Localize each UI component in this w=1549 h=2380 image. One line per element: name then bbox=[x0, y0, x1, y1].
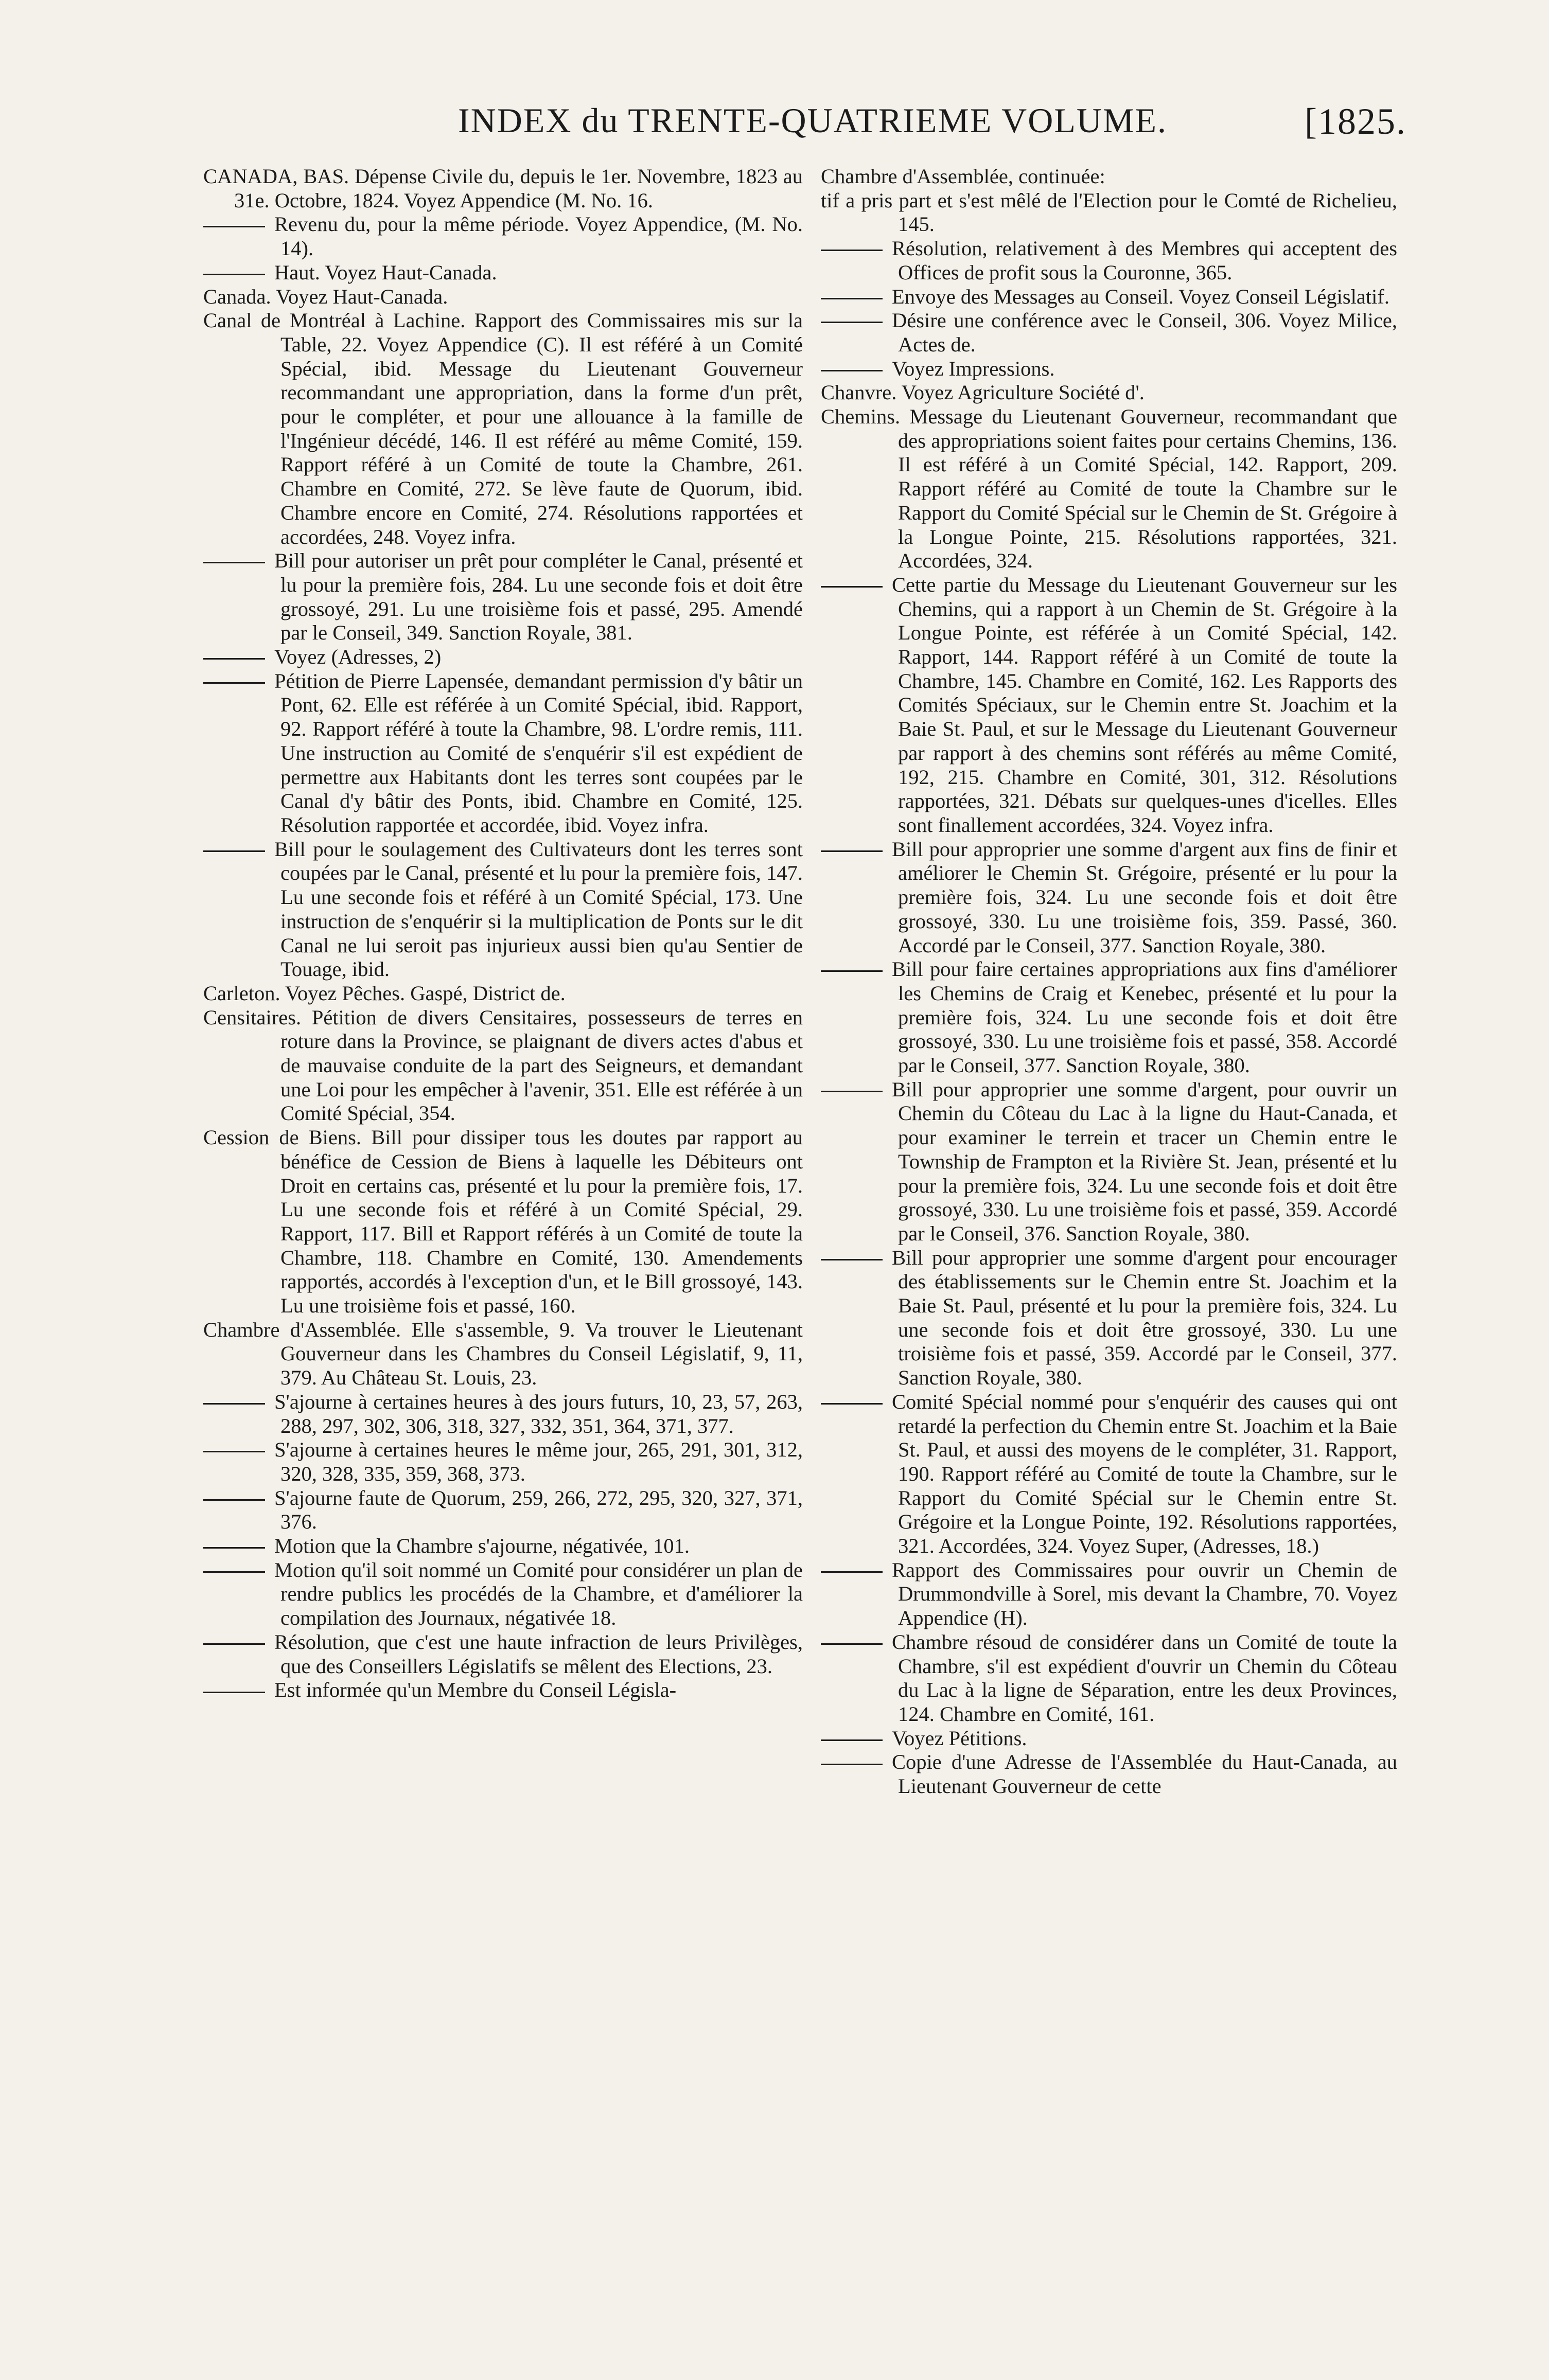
index-entry-desire-conference bbox=[821, 309, 1397, 357]
entry-text: Chambre d'Assemblée. Elle s'assemble, 9. Va trouver le Lieutenant Gouverneur dans les Chambres du Conseil Législatif, 9, 11, 379. Au Château St. Louis, 23. bbox=[203, 1318, 803, 1390]
index-entry-ajourne-meme bbox=[203, 1438, 803, 1486]
entry-text: Voyez (Adresses, 2) bbox=[274, 645, 442, 669]
em-dash-rule bbox=[203, 850, 265, 852]
index-entry-motion-ajourne bbox=[203, 1534, 803, 1558]
index-entry-ajourne-quorum bbox=[203, 1486, 803, 1534]
entry-text: Pétition de Pierre Lapensée, demandant permission d'y bâtir un Pont, 62. Elle est référée à un Comité Spécial, ibid. Rapport, 92. Rapport référé à toute la Chambre, 98. L'ordre remis, 111. Une instruction au Comité de s'enquérir s'il est expédient de permettre aux Habitants dont les terres sont coupées par le Canal d'y bâtir des Ponts, ibid. Chambre en Comité, 125. Résolution rapportée et accordée, ibid. Voyez infra. bbox=[274, 669, 803, 837]
index-entry-bill-st-gregoire bbox=[821, 838, 1397, 958]
index-entry-bill-etablissements bbox=[821, 1246, 1397, 1390]
em-dash-rule bbox=[203, 1403, 265, 1405]
entry-text: Censitaires. Pétition de divers Censitaires, possesseurs de terres en roture dans la Province, se plaignant de divers actes d'abus et de mauvaise conduite de la part des Seigneurs, et demandant une Loi pour les empêcher à l'avenir, 351. Elle est référée à un Comité Spécial, 354. bbox=[203, 1005, 803, 1125]
entry-text: Chambre d'Assemblée, continuée: bbox=[821, 165, 1105, 188]
entry-text: S'ajourne à certaines heures le même jour, 265, 291, 301, 312, 320, 328, 335, 359, 368, 373. bbox=[274, 1438, 803, 1485]
index-entry-informee bbox=[203, 1678, 803, 1702]
entry-text: Est informée qu'un Membre du Conseil Législa- bbox=[274, 1678, 677, 1702]
entry-text: Canal de Montréal à Lachine. Rapport des Commissaires mis sur la Table, 22. Voyez Appendice (C). Il est référé à un Comité Spécial, ibid. Message du Lieutenant Gouverneur recommandant une appropriation, dans la forme d'un prêt, pour le compléter, et pour une allouance à la famille de l'Ingénieur décédé, 146. Il est référé au même Comité, 159. Rapport référé à un Comité de toute la Chambre, 261. Chambre en Comité, 272. Se lève faute de Quorum, ibid. Chambre encore en Comité, 274. Résolutions rapportées et accordées, 248. Voyez infra. bbox=[203, 309, 803, 548]
entry-text: Bill pour le soulagement des Cultivateurs dont les terres sont coupées par le Canal, présenté et lu pour la première fois, 147. Lu une seconde fois et référé à un Comité Spécial, 173. Une instruction de s'enquérir si la multiplication de Ponts sur le dit Canal ne lui seroit pas injurieux aussi bien qu'au Sentier de Touage, ibid. bbox=[274, 837, 803, 981]
entry-text: Cette partie du Message du Lieutenant Gouverneur sur les Chemins, qui a rapport à un Chemin de St. Grégoire à la Longue Pointe, est référée à un Comité Spécial, 142. Rapport, 144. Rapport référé à un Comité de toute la Chambre, 145. Chambre en Comité, 162. Les Rapports des Comités Spéciaux, sur le Chemin entre St. Joachim et la Baie St. Paul, et sur le Message du Lieutenant Gouverneur par rapport à des chemins sont référés au même Comité, 192, 215. Chambre en Comité, 301, 312. Résolutions rapportées, 321. Débats sur quelques-unes d'icelles. Elles sont finallement accordées, 324. Voyez infra. bbox=[892, 573, 1397, 837]
entry-text: Rapport des Commissaires pour ouvrir un Chemin de Drummondville à Sorel, mis devant la Chambre, 70. Voyez Appendice (H). bbox=[892, 1558, 1397, 1630]
entry-text: Chambre résoud de considérer dans un Comité de toute la Chambre, s'il est expédient d'ouvrir un Chemin du Côteau du Lac à la ligne de Séparation, entre les deux Provinces, 124. Chambre en Comité, 161. bbox=[892, 1630, 1397, 1726]
index-entry-chambre bbox=[203, 1318, 803, 1390]
entry-text: Bill pour approprier une somme d'argent pour encourager des établissements sur le Chemin entre St. Joachim et la Baie St. Paul, présenté et lu pour la première fois, 324. Lu une seconde fois et doit être grossoyé, 330. Lu une troisième fois et passé, 359. Accordé par le Conseil, 377. Sanction Royale, 380. bbox=[892, 1246, 1397, 1390]
em-dash-rule bbox=[821, 370, 883, 371]
entry-text: Bill pour approprier une somme d'argent, pour ouvrir un Chemin du Côteau du Lac à la ligne du Haut-Canada, et pour examiner le terrein et tracer un Chemin entre le Township de Frampton et la Rivière St. Jean, présenté et lu pour la première fois, 324. Lu une seconde fois et doit être grossoyé, 330. Lu une troisième fois et passé, 359. Accordé par le Conseil, 376. Sanction Royale, 380. bbox=[892, 1077, 1397, 1245]
page-title: INDEX du TRENTE-QUATRIEME VOLUME. bbox=[458, 101, 1168, 140]
em-dash-rule bbox=[821, 586, 883, 588]
em-dash-rule bbox=[821, 1643, 883, 1645]
index-entry-cette-partie bbox=[821, 573, 1397, 838]
index-entry-cession bbox=[203, 1126, 803, 1318]
em-dash-rule bbox=[821, 850, 883, 852]
index-entry-chemins bbox=[821, 405, 1397, 573]
index-entry-rapport-drummondville bbox=[821, 1558, 1397, 1630]
entry-text: Envoye des Messages au Conseil. Voyez Conseil Législatif. bbox=[892, 285, 1389, 308]
entry-text: Résolution, relativement à des Membres qui acceptent des Offices de profit sous la Couronne, 365. bbox=[892, 237, 1397, 284]
entry-text: Bill pour approprier une somme d'argent aux fins de finir et améliorer le Chemin St. Grégoire, présenté er lu pour la première fois, 324. Lu une seconde fois et doit être grossoyé, 330. Lu une troisième fois, 359. Passé, 360. Accordé par le Conseil, 377. Sanction Royale, 380. bbox=[892, 837, 1397, 957]
entry-text: S'ajourne à certaines heures à des jours futurs, 10, 23, 57, 263, 288, 297, 302, 306, 318, 327, 332, 351, 364, 371, 377. bbox=[274, 1390, 803, 1437]
em-dash-rule bbox=[203, 1571, 265, 1573]
em-dash-rule bbox=[203, 1499, 265, 1501]
index-entry-canada-bas bbox=[203, 165, 803, 212]
entry-text: Revenu du, pour la même période. Voyez Appendice, (M. No. 14). bbox=[274, 212, 803, 260]
page-header bbox=[458, 100, 1406, 157]
em-dash-rule bbox=[821, 298, 883, 299]
entry-text: Comité Spécial nommé pour s'enquérir des causes qui ont retardé la perfection du Chemin entre St. Joachim et la Baie St. Paul, et aussi des moyens de le compléter, 31. Rapport, 190. Rapport référé au Comité de toute la Chambre, sur le Rapport du Comité Spécial sur le Chemin entre St. Grégoire et la Longue Pointe, 192. Résolutions rapportées, 321. Accordées, 324. Voyez Super, (Adresses, 18.) bbox=[892, 1390, 1397, 1558]
em-dash-rule bbox=[203, 658, 265, 660]
entry-text: Cession de Biens. Bill pour dissiper tous les doutes par rapport au bénéfice de Cession de Biens à laquelle les Débiteurs ont Droit en certains cas, présenté et lu pour la première fois, 17. Lu une seconde fois et référé à un Comité Spécial, 29. Rapport, 117. Bill et Rapport référés à un Comité de toute la Chambre, 118. Chambre en Comité, 130. Amendements rapportés, accordés à l'exception d'un, et le Bill grossoyé, 143. Lu une troisième fois et passé, 160. bbox=[203, 1126, 803, 1318]
index-entry-bill-soulagement bbox=[203, 838, 803, 982]
entry-text: Copie d'une Adresse de l'Assemblée du Haut-Canada, au Lieutenant Gouverneur de cette bbox=[892, 1750, 1397, 1798]
em-dash-rule bbox=[821, 250, 883, 251]
em-dash-rule bbox=[203, 226, 265, 227]
em-dash-rule bbox=[203, 274, 265, 275]
entry-text: Chemins. Message du Lieutenant Gouverneur, recommandant que des appropriations soient faites pour certains Chemins, 136. Il est référé à un Comité Spécial, 142. Rapport, 209. Rapport référé au Comité de toute la Chambre sur le Rapport du Comité Spécial sur le Chemin de St. Grégoire à la Longue Pointe, 215. Résolutions rapportées, 321. Accordées, 324. bbox=[821, 405, 1397, 573]
em-dash-rule bbox=[821, 1259, 883, 1260]
right-column bbox=[821, 165, 1397, 2341]
index-entry-comite-special bbox=[821, 1390, 1397, 1558]
index-entry-petition-lapensee bbox=[203, 669, 803, 838]
index-entry-censitaires bbox=[203, 1006, 803, 1126]
index-entry-bill-craig bbox=[821, 957, 1397, 1078]
em-dash-rule bbox=[203, 682, 265, 684]
em-dash-rule bbox=[821, 1571, 883, 1573]
index-entry-voyez-petitions bbox=[821, 1727, 1397, 1751]
left-column bbox=[203, 165, 803, 2341]
index-entry-envoye-messages bbox=[821, 285, 1397, 309]
entry-text: Motion que la Chambre s'ajourne, négativée, 101. bbox=[274, 1534, 690, 1558]
index-entry-election-richelieu bbox=[821, 189, 1397, 237]
entry-text: Bill pour faire certaines appropriations aux fins d'améliorer les Chemins de Craig et Kenebec, présenté et lu pour la première fois, 324. Lu une seconde fois et doit être grossoyé, 330. Lu une troisième fois et passé, 358. Accordé par le Conseil, 377. Sanction Royale, 380. bbox=[892, 957, 1397, 1077]
entry-text: Chanvre. Voyez Agriculture Société d'. bbox=[821, 381, 1145, 404]
entry-text: Haut. Voyez Haut-Canada. bbox=[274, 260, 497, 284]
entry-text: Voyez Pétitions. bbox=[892, 1726, 1027, 1750]
index-entry-motion-comite bbox=[203, 1558, 803, 1630]
em-dash-rule bbox=[821, 1764, 883, 1765]
entry-text: Voyez Impressions. bbox=[892, 357, 1055, 380]
em-dash-rule bbox=[821, 1739, 883, 1741]
index-entry-chanvre bbox=[821, 381, 1397, 405]
index-entry-bill-coteau bbox=[821, 1078, 1397, 1246]
em-dash-rule bbox=[821, 322, 883, 323]
entry-text: Désire une conférence avec le Conseil, 306. Voyez Milice, Actes de. bbox=[892, 309, 1397, 356]
index-entry-resolution-offices bbox=[821, 237, 1397, 285]
em-dash-rule bbox=[203, 1692, 265, 1693]
entry-text: CANADA, BAS. Dépense Civile du, depuis le 1er. Novembre, 1823 au 31e. Octobre, 1824. Voyez Appendice (M. No. 16. bbox=[203, 165, 803, 212]
em-dash-rule bbox=[203, 1451, 265, 1452]
index-entry-bill-pret bbox=[203, 549, 803, 645]
em-dash-rule bbox=[821, 1403, 883, 1405]
entry-text: S'ajourne faute de Quorum, 259, 266, 272, 295, 320, 327, 371, 376. bbox=[274, 1486, 803, 1534]
em-dash-rule bbox=[821, 1091, 883, 1092]
entry-text: Motion qu'il soit nommé un Comité pour considérer un plan de rendre publics les procédés de la Chambre, et d'améliorer la compilation des Journaux, négativée 18. bbox=[274, 1558, 803, 1630]
entry-text: Bill pour autoriser un prêt pour compléter le Canal, présenté et lu pour la première fois, 284. Lu une seconde fois et doit être grossoyé, 291. Lu une troisième fois et passé, 295. Amendé par le Conseil, 349. Sanction Royale, 381. bbox=[274, 549, 803, 645]
index-entry-voyez-impressions bbox=[821, 357, 1397, 381]
index-entry-voyez-adresses bbox=[203, 645, 803, 669]
em-dash-rule bbox=[203, 1643, 265, 1645]
em-dash-rule bbox=[821, 970, 883, 972]
index-entry-ajourne-futurs bbox=[203, 1390, 803, 1438]
index-entry-chambre-continuee bbox=[821, 165, 1397, 189]
index-entry-canada bbox=[203, 285, 803, 309]
index-entry-carleton bbox=[203, 982, 803, 1006]
index-entry-haut bbox=[203, 261, 803, 285]
entry-text: Canada. Voyez Haut-Canada. bbox=[203, 285, 448, 308]
index-entry-chambre-resoud bbox=[821, 1630, 1397, 1727]
em-dash-rule bbox=[203, 562, 265, 563]
entry-text: tif a pris part et s'est mêlé de l'Election pour le Comté de Richelieu, 145. bbox=[821, 188, 1397, 236]
em-dash-rule bbox=[203, 1547, 265, 1549]
index-entry-copie-adresse bbox=[821, 1750, 1397, 1798]
index-entry-canal bbox=[203, 309, 803, 549]
index-entry-revenu bbox=[203, 212, 803, 260]
entry-text: Résolution, que c'est une haute infraction de leurs Privilèges, que des Conseillers Législatifs se mêlent des Elections, 23. bbox=[274, 1630, 803, 1678]
page-year: [1825. bbox=[1305, 101, 1406, 142]
index-entry-resolution-privileges bbox=[203, 1630, 803, 1678]
entry-text: Carleton. Voyez Pêches. Gaspé, District de. bbox=[203, 981, 566, 1005]
